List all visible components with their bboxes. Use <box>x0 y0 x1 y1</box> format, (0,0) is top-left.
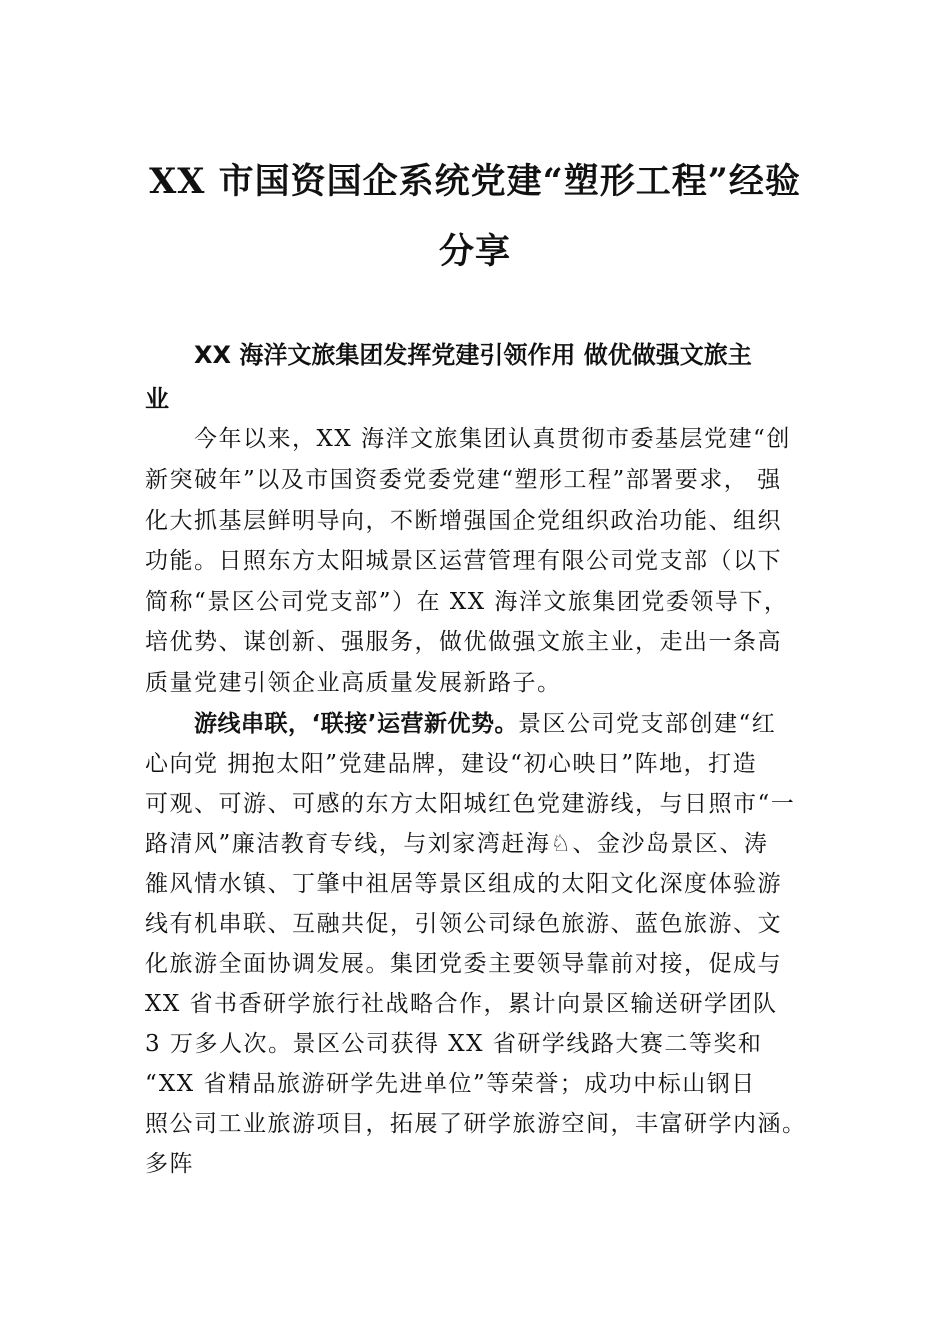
paragraph-1-line: 今年以来，XX 海洋文旅集团认真贯彻市委基层党建“创 <box>194 426 791 452</box>
paragraph-1-line: 简称“景区公司党支部”）在 XX 海洋文旅集团党委领导下， <box>145 589 789 615</box>
paragraph-2-line: XX 省书香研学旅行社战略合作，累计向景区输送研学团队 <box>145 991 778 1017</box>
paragraph-2-first-line-text: 景区公司党支部创建“红 <box>517 711 777 737</box>
paragraph-2-line: 路清风”廉洁教育专线，与刘家湾赶海♘、金沙岛景区、涛 <box>145 831 769 857</box>
paragraph-1-line: 功能。日照东方太阳城景区运营管理有限公司党支部（以下 <box>145 548 782 574</box>
paragraph-2-line: 3 万多人次。景区公司获得 XX 省研学线路大赛二等奖和 <box>145 1031 763 1057</box>
paragraph-1-line: 化大抓基层鲜明导向，不断增强国企党组织政治功能、组织 <box>145 508 782 534</box>
paragraph-2-line: 雒风情水镇、丁肇中祖居等景区组成的太阳文化深度体验游 <box>145 871 782 897</box>
paragraph-2-line: 可观、可游、可感的东方太阳城红色党建游线，与日照市“一 <box>145 791 796 817</box>
paragraph-2-line: 多阵 <box>145 1151 194 1177</box>
section-subtitle-line-2: 业 <box>145 385 169 413</box>
document-title-line-1: XX 市国资国企系统党建“塑形工程”经验 <box>149 161 801 202</box>
paragraph-2-line: “XX 省精品旅游研学先进单位”等荣誉；成功中标山钢日 <box>145 1071 756 1097</box>
paragraph-2-line: 线有机串联、互融共促，引领公司绿色旅游、蓝色旅游、文 <box>145 911 782 937</box>
paragraph-1-line: 新突破年”以及市国资委党委党建“塑形工程”部署要求， 强 <box>145 467 782 493</box>
paragraph-2-line: 化旅游全面协调发展。集团党委主要领导靠前对接，促成与 <box>145 951 782 977</box>
paragraph-2-lead-heading: 游线串联，‘联接’运营新优势。 <box>194 711 518 737</box>
paragraph-2-line: 心向党 拥抱太阳”党建品牌，建设“初心映日”阵地，打造 <box>145 751 758 777</box>
section-subtitle-line-1: XX 海洋文旅集团发挥党建引领作用 做优做强文旅主 <box>194 341 752 369</box>
paragraph-2-line: 照公司工业旅游项目，拓展了研学旅游空间，丰富研学内涵。 <box>145 1111 807 1137</box>
paragraph-1-line: 质量党建引领企业高质量发展新路子。 <box>145 670 562 696</box>
paragraph-2-first-line <box>194 707 776 741</box>
document-title-line-2: 分享 <box>438 231 511 272</box>
paragraph-1-line: 培优势、谋创新、强服务，做优做强文旅主业，走出一条高 <box>145 629 782 655</box>
